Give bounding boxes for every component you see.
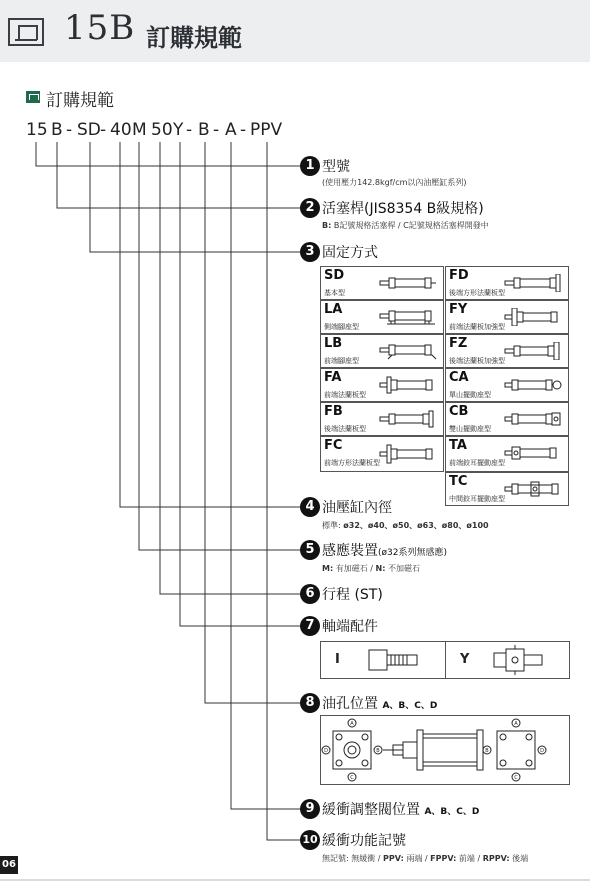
mounting-name: 前端法蘭板加強型 xyxy=(449,323,505,331)
cylinder-middle-trunnion-icon xyxy=(504,480,562,498)
rod-end-code: I xyxy=(335,652,340,667)
code-segment-bore: 40 xyxy=(110,120,132,140)
port-position-diagram xyxy=(320,715,570,785)
rod-end-male-thread-icon xyxy=(367,648,419,672)
mounting-name: 前端法蘭板型 xyxy=(324,391,366,399)
mounting-cell xyxy=(445,402,569,436)
code-segment-port: B xyxy=(198,120,210,140)
page-number: 06 xyxy=(0,856,18,874)
mounting-cell xyxy=(445,266,569,300)
item-number-badge: 8 xyxy=(300,693,320,713)
item-title-port: 油孔位置 A、B、C、D xyxy=(322,696,438,712)
mounting-cell xyxy=(320,402,444,436)
code-segment-stroke: 50 xyxy=(151,120,173,140)
cylinder-single-clevis-icon xyxy=(504,376,562,394)
mounting-cell xyxy=(320,266,444,300)
mounting-table xyxy=(320,266,570,504)
port-label-b: B xyxy=(376,748,380,754)
cylinder-rear-flange-plate-icon xyxy=(379,410,437,428)
cylinder-front-trunnion-icon xyxy=(504,444,562,462)
code-dash: - xyxy=(186,120,193,140)
item-title-stroke: 行程 (ST) xyxy=(322,587,383,603)
mounting-code: FY xyxy=(449,302,468,317)
mounting-name: 雙山擺動座型 xyxy=(449,425,491,433)
item-title-sensor: 感應裝置(ø32系列無感應) xyxy=(322,543,447,559)
item-title-cushion-valve: 緩衝調整閥位置 A、B、C、D xyxy=(322,802,480,818)
mounting-name: 前端方形法蘭板型 xyxy=(324,459,380,467)
mounting-cell xyxy=(320,300,444,334)
mounting-name: 後端法蘭板加強型 xyxy=(449,357,505,365)
mounting-cell xyxy=(320,436,444,472)
item-title-model: 型號 xyxy=(322,159,350,175)
mounting-cell xyxy=(445,368,569,402)
rod-end-code: Y xyxy=(460,652,470,667)
mounting-name: 後端方形法蘭板型 xyxy=(449,289,505,297)
mounting-code: FC xyxy=(324,438,343,453)
rod-end-table xyxy=(320,641,570,679)
cylinder-side-foot-icon xyxy=(379,308,437,326)
item-number-badge: 3 xyxy=(300,242,320,262)
port-label-d: D xyxy=(540,748,544,754)
item-title-rod: 活塞桿(JIS8354 B級規格) xyxy=(322,201,484,217)
port-label-c: C xyxy=(514,775,518,781)
mounting-code: TA xyxy=(449,438,467,453)
mounting-name: 中間鉸耳擺動座型 xyxy=(449,495,505,503)
port-label-a: A xyxy=(350,721,354,727)
section-title: 訂購規範 xyxy=(46,91,114,111)
mounting-code: CB xyxy=(449,404,469,419)
cylinder-rear-flange-icon xyxy=(504,274,562,292)
code-segment-cushion-valve: A xyxy=(225,120,237,140)
item-note-rod: B: B記號規格活塞桿 / C記號規格活塞桿開發中 xyxy=(322,221,489,230)
code-segment-rod-end: Y xyxy=(173,120,184,140)
mounting-name: 前端鉸耳擺動座型 xyxy=(449,459,505,467)
item-note-cushion: 無記號: 無緩衝 / PPV: 兩端 / FPPV: 前端 / RPPV: 後端 xyxy=(322,854,529,863)
mounting-code: TC xyxy=(449,474,468,489)
mounting-cell xyxy=(445,334,569,368)
port-label-c: C xyxy=(350,775,354,781)
rod-end-cell xyxy=(321,642,446,678)
cylinder-front-foot-icon xyxy=(379,342,437,360)
code-segment-mount: SD xyxy=(77,120,101,140)
cylinder-front-flange-icon xyxy=(379,376,437,394)
item-number-badge: 6 xyxy=(300,584,320,604)
item-note-bore: 標準: ø32、ø40、ø50、ø63、ø80、ø100 xyxy=(322,521,489,530)
item-title-mounting: 固定方式 xyxy=(322,245,378,261)
mounting-cell xyxy=(445,436,569,472)
item-number-badge: 7 xyxy=(300,616,320,636)
item-number-badge: 9 xyxy=(300,799,320,819)
mounting-code: FA xyxy=(324,370,342,385)
port-label-a: A xyxy=(514,721,518,727)
item-note-sensor: M: 有加磁石 / N: 不加磁石 xyxy=(322,564,420,573)
code-segment-cushion: PPV xyxy=(250,120,283,140)
cylinder-rear-flange-reinforced-icon xyxy=(504,342,562,360)
mounting-code: FD xyxy=(449,268,469,283)
mounting-code: LB xyxy=(324,336,343,351)
cylinder-double-clevis-icon xyxy=(504,410,562,428)
mounting-code: FB xyxy=(324,404,343,419)
mounting-code: FZ xyxy=(449,336,468,351)
footer-divider xyxy=(0,879,590,881)
mounting-name: 基本型 xyxy=(324,289,345,297)
mounting-code: LA xyxy=(324,302,343,317)
item-title-rod-end: 軸端配件 xyxy=(322,619,378,635)
mounting-cell xyxy=(320,368,444,402)
mounting-cell xyxy=(445,300,569,334)
mounting-name: 單山擺動座型 xyxy=(449,391,491,399)
cylinder-front-flange-reinforced-icon xyxy=(504,308,562,326)
cylinder-port-layout-icon xyxy=(321,716,569,784)
code-segment-series: 15 xyxy=(26,120,48,140)
cylinder-basic-icon xyxy=(379,274,437,292)
code-dash: - xyxy=(213,120,220,140)
page-title: 訂購規範 xyxy=(146,24,242,52)
mounting-name: 前端腳座型 xyxy=(324,357,359,365)
code-dash: - xyxy=(100,120,107,140)
code-dash: - xyxy=(66,120,73,140)
item-number-badge: 2 xyxy=(300,198,320,218)
item-number-badge: 10 xyxy=(300,830,320,850)
rod-end-cell xyxy=(446,642,570,678)
code-segment-rod: B xyxy=(51,120,63,140)
item-note-model: (使用壓力142.8kgf/cm以內油壓缸系列) xyxy=(322,178,467,187)
item-number-badge: 4 xyxy=(300,497,320,517)
cylinder-front-square-flange-icon xyxy=(379,442,437,466)
mounting-name: 後端法蘭板型 xyxy=(324,425,366,433)
mounting-name: 側端腳座型 xyxy=(324,323,359,331)
item-title-bore: 油壓缸內徑 xyxy=(322,500,392,516)
item-number-badge: 1 xyxy=(300,156,320,176)
mounting-cell xyxy=(320,334,444,368)
model-number: 15B xyxy=(64,8,136,48)
port-label-b: B xyxy=(485,748,489,754)
mounting-code: CA xyxy=(449,370,469,385)
item-title-cushion: 緩衝功能記號 xyxy=(322,833,406,849)
mounting-cell xyxy=(445,472,569,506)
rod-end-clevis-icon xyxy=(492,645,544,675)
code-dash: - xyxy=(240,120,247,140)
item-number-badge: 5 xyxy=(300,540,320,560)
port-label-d: D xyxy=(324,748,328,754)
mounting-code: SD xyxy=(324,268,345,283)
code-segment-sensor: M xyxy=(132,120,147,140)
